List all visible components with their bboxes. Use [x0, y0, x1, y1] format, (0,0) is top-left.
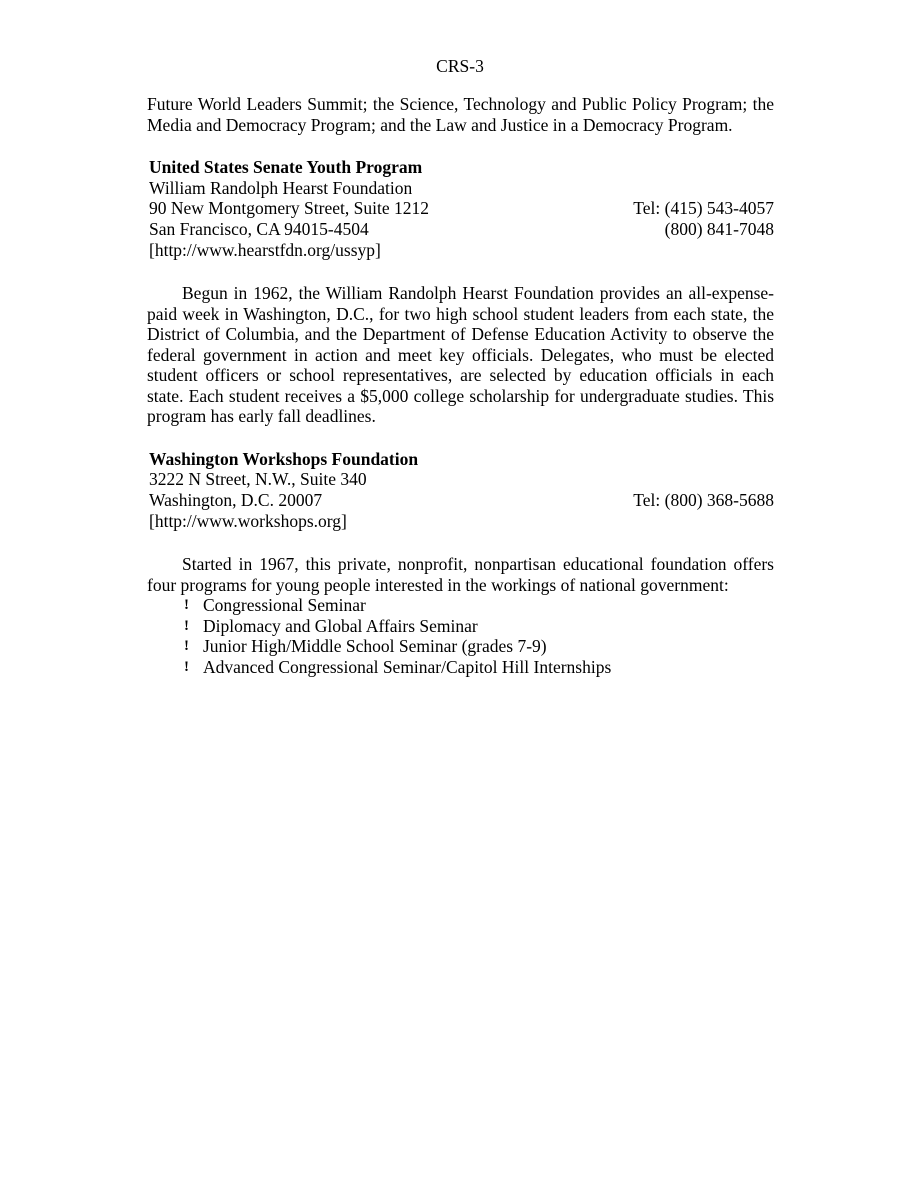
org-washington-workshops	[147, 449, 774, 533]
list-item	[184, 595, 774, 616]
address-line	[149, 198, 774, 219]
program-name: Congressional Seminar	[203, 595, 366, 615]
program-name: Junior High/Middle School Seminar (grades 7-9)	[203, 636, 547, 656]
org-description: Begun in 1962, the William Randolph Hearst Foundation provides an all-expense-paid week in Washington, D.C., for two high school student leaders from each state, the District of Columbia, and the Department of Defense Education Activity to observe the federal government in action and meet key officials. Delegates, who must be elected student officers or school representatives, are selected by education officials in each state. Each student receives a $5,000 college scholarship for undergraduate studies. This program has early fall deadlines.	[147, 283, 774, 426]
list-item	[184, 616, 774, 637]
intro-paragraph: Future World Leaders Summit; the Science, Technology and Public Policy Program; the Media and Democracy Program; and the Law and Justice in a Democracy Program.	[147, 94, 774, 135]
org-title: United States Senate Youth Program	[149, 157, 423, 177]
street-address: 3222 N Street, N.W., Suite 340	[149, 469, 367, 489]
org-foundation-name: William Randolph Hearst Foundation	[149, 177, 413, 198]
page-header: CRS-3	[436, 56, 484, 76]
org-senate-youth-program	[147, 157, 774, 261]
street-address: 90 New Montgomery Street, Suite 1212	[149, 198, 429, 218]
list-item	[184, 636, 774, 657]
phone-number-alt: (800) 841-7048	[664, 218, 774, 239]
bullet-icon: !	[184, 658, 189, 675]
page-content	[147, 94, 774, 677]
phone-number: Tel: (415) 543-4057	[633, 198, 774, 218]
program-list	[147, 595, 774, 677]
address-line	[149, 469, 774, 490]
program-name: Advanced Congressional Seminar/Capitol Hill Internships	[203, 656, 612, 677]
website-link[interactable]: [http://www.hearstfdn.org/ussyp]	[149, 240, 381, 260]
bullet-icon: !	[184, 597, 189, 613]
program-name: Diplomacy and Global Affairs Seminar	[203, 615, 478, 636]
phone-number: Tel: (800) 368-5688	[633, 489, 774, 510]
org-title: Washington Workshops Foundation	[149, 448, 419, 469]
org-description: Started in 1967, this private, nonprofit, nonpartisan educational foundation offers four programs for young people interested in the workings of national government:	[147, 554, 774, 595]
bullet-icon: !	[184, 638, 189, 654]
bullet-icon: !	[184, 617, 189, 634]
city-state-zip: Washington, D.C. 20007	[149, 489, 323, 510]
list-item	[184, 657, 774, 678]
org-line	[149, 178, 774, 199]
address-line	[149, 219, 774, 240]
address-line	[149, 490, 774, 511]
city-state-zip: San Francisco, CA 94015-4504	[149, 218, 369, 239]
website-link[interactable]: [http://www.workshops.org]	[149, 511, 347, 531]
